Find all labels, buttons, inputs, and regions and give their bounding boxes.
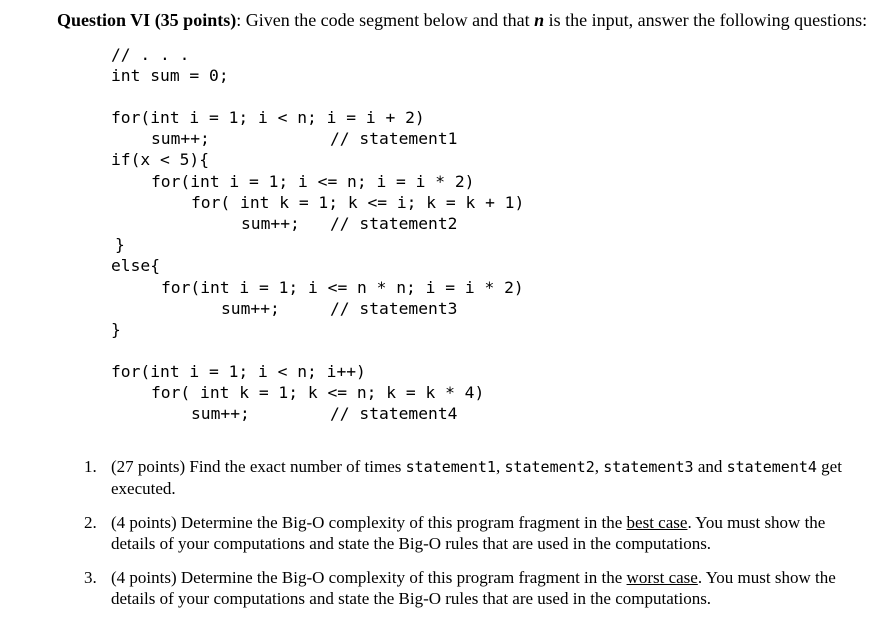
separator: and	[693, 457, 727, 476]
code-line: for( int k = 1; k <= n; k = k * 4)	[151, 383, 485, 402]
item-text	[111, 456, 871, 499]
item-text-post: . You must show the details of your computations and state the Big-O rules that are used in the computations.	[111, 513, 826, 553]
code-line: else{	[111, 256, 161, 275]
code-comment: // statement1	[330, 129, 458, 148]
code-line: if(x < 5){	[111, 150, 210, 169]
code-line: for(int i = 1; i < n; i++)	[111, 362, 366, 381]
code-line: sum++;	[241, 214, 300, 233]
statement-ref: statement3	[603, 458, 694, 476]
code-line: for( int k = 1; k <= i; k = k + 1)	[191, 193, 525, 212]
item-number: 3.	[84, 568, 97, 587]
code-line: // . . .	[111, 45, 190, 64]
item-text-pre: (4 points) Determine the Big-O complexity of this program fragment in the	[111, 568, 627, 587]
item-text-post: . You must show the details of your computations and state the Big-O rules that are used in the computations.	[111, 568, 836, 608]
item-number: 1.	[84, 457, 97, 476]
item-text	[111, 567, 871, 609]
code-comment: // statement2	[330, 214, 458, 233]
code-line: sum++;	[221, 299, 280, 318]
statement-ref: statement4	[726, 458, 817, 476]
code-line: for(int i = 1; i <= n * n; i = i * 2)	[161, 278, 524, 297]
item-text-pre: (4 points) Determine the Big-O complexity of this program fragment in the	[111, 513, 627, 532]
question-intro-pre: : Given the code segment below and that	[236, 10, 535, 30]
item-text	[111, 512, 871, 554]
question-title: Question VI (35 points)	[57, 10, 237, 30]
separator: ,	[495, 457, 505, 476]
code-line: for(int i = 1; i <= n; i = i * 2)	[151, 172, 475, 191]
item-number: 2.	[84, 513, 97, 532]
question-intro-post: is the input, answer the following questions:	[544, 10, 868, 30]
code-line: for(int i = 1; i < n; i = i + 2)	[111, 108, 425, 127]
underlined-term: best case	[626, 513, 688, 532]
code-line: sum++;	[151, 129, 210, 148]
question-heading	[57, 10, 867, 31]
item-text-pre: (27 points) Find the exact number of times	[111, 457, 406, 476]
code-line: }	[111, 320, 121, 339]
code-line: sum++;	[191, 404, 250, 423]
statement-ref: statement2	[504, 458, 595, 476]
underlined-term: worst case	[626, 568, 698, 587]
statement-ref: statement1	[405, 458, 496, 476]
code-comment: // statement3	[330, 299, 458, 318]
code-line: int sum = 0;	[111, 66, 229, 85]
code-line: }	[115, 235, 125, 254]
question-intro-var: n	[534, 10, 545, 30]
item-text-post: get executed.	[111, 457, 842, 498]
code-comment: // statement4	[330, 404, 458, 423]
separator: ,	[594, 457, 604, 476]
